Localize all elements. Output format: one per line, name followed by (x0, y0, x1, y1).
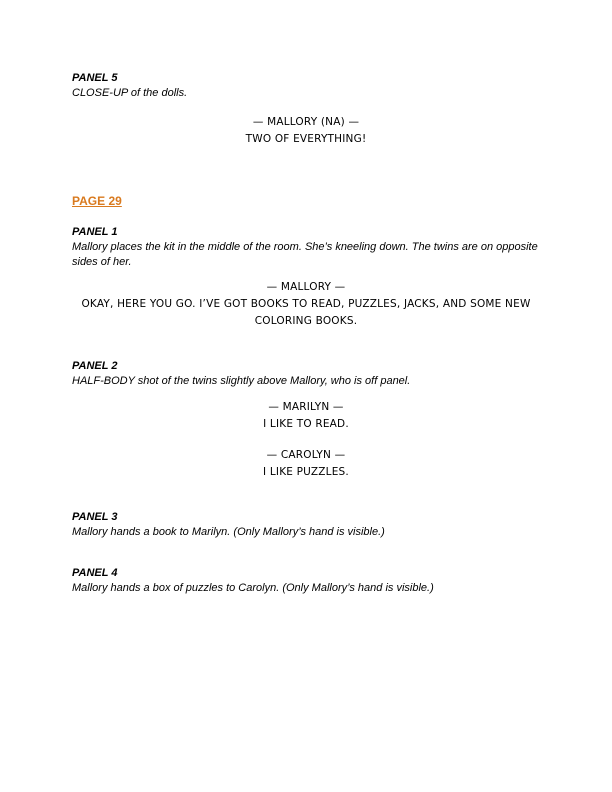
panel-4-block (72, 566, 540, 596)
dialogue-line: TWO OF EVERYTHING! (245, 133, 367, 145)
dialogue-line: I LIKE TO READ. (263, 418, 349, 430)
panel-1-block (72, 225, 540, 270)
panel-description: Mallory hands a book to Marilyn. (Only Mallory’s hand is visible.) (72, 526, 385, 538)
dialogue-marilyn (72, 399, 540, 433)
dialogue-carolyn (72, 447, 540, 481)
panel-3-block (72, 510, 540, 540)
dialogue-line: I LIKE PUZZLES. (263, 466, 349, 478)
panel-description: HALF-BODY shot of the twins slightly above Mallory, who is off panel. (72, 375, 411, 387)
panel-description: CLOSE-UP of the dolls. (72, 87, 188, 99)
dialogue-speaker: — MALLORY — (266, 281, 346, 293)
panel-heading: PANEL 4 (72, 567, 118, 579)
panel-heading: PANEL 3 (72, 511, 118, 523)
dialogue-line: OKAY, HERE YOU GO. I’VE GOT BOOKS TO READ, PUZZLES, JACKS, AND SOME NEW COLORING BOOKS. (81, 298, 531, 327)
dialogue-mallory-na (72, 114, 540, 148)
dialogue-speaker: — MALLORY (NA) — (252, 116, 360, 128)
panel-heading: PANEL 1 (72, 226, 118, 238)
panel-description: Mallory places the kit in the middle of the room. She’s kneeling down. The twins are on opposite sides of her. (72, 241, 538, 268)
panel-description: Mallory hands a box of puzzles to Carolyn. (Only Mallory’s hand is visible.) (72, 582, 434, 594)
dialogue-speaker: — MARILYN — (268, 401, 344, 413)
panel-heading: PANEL 5 (72, 72, 118, 84)
panel-2-block (72, 359, 540, 389)
dialogue-mallory (72, 279, 540, 330)
page-29-block (72, 193, 540, 209)
page-heading: PAGE 29 (72, 194, 122, 208)
panel-heading: PANEL 2 (72, 360, 118, 372)
panel-5-block (72, 71, 540, 101)
dialogue-speaker: — CAROLYN — (266, 449, 346, 461)
